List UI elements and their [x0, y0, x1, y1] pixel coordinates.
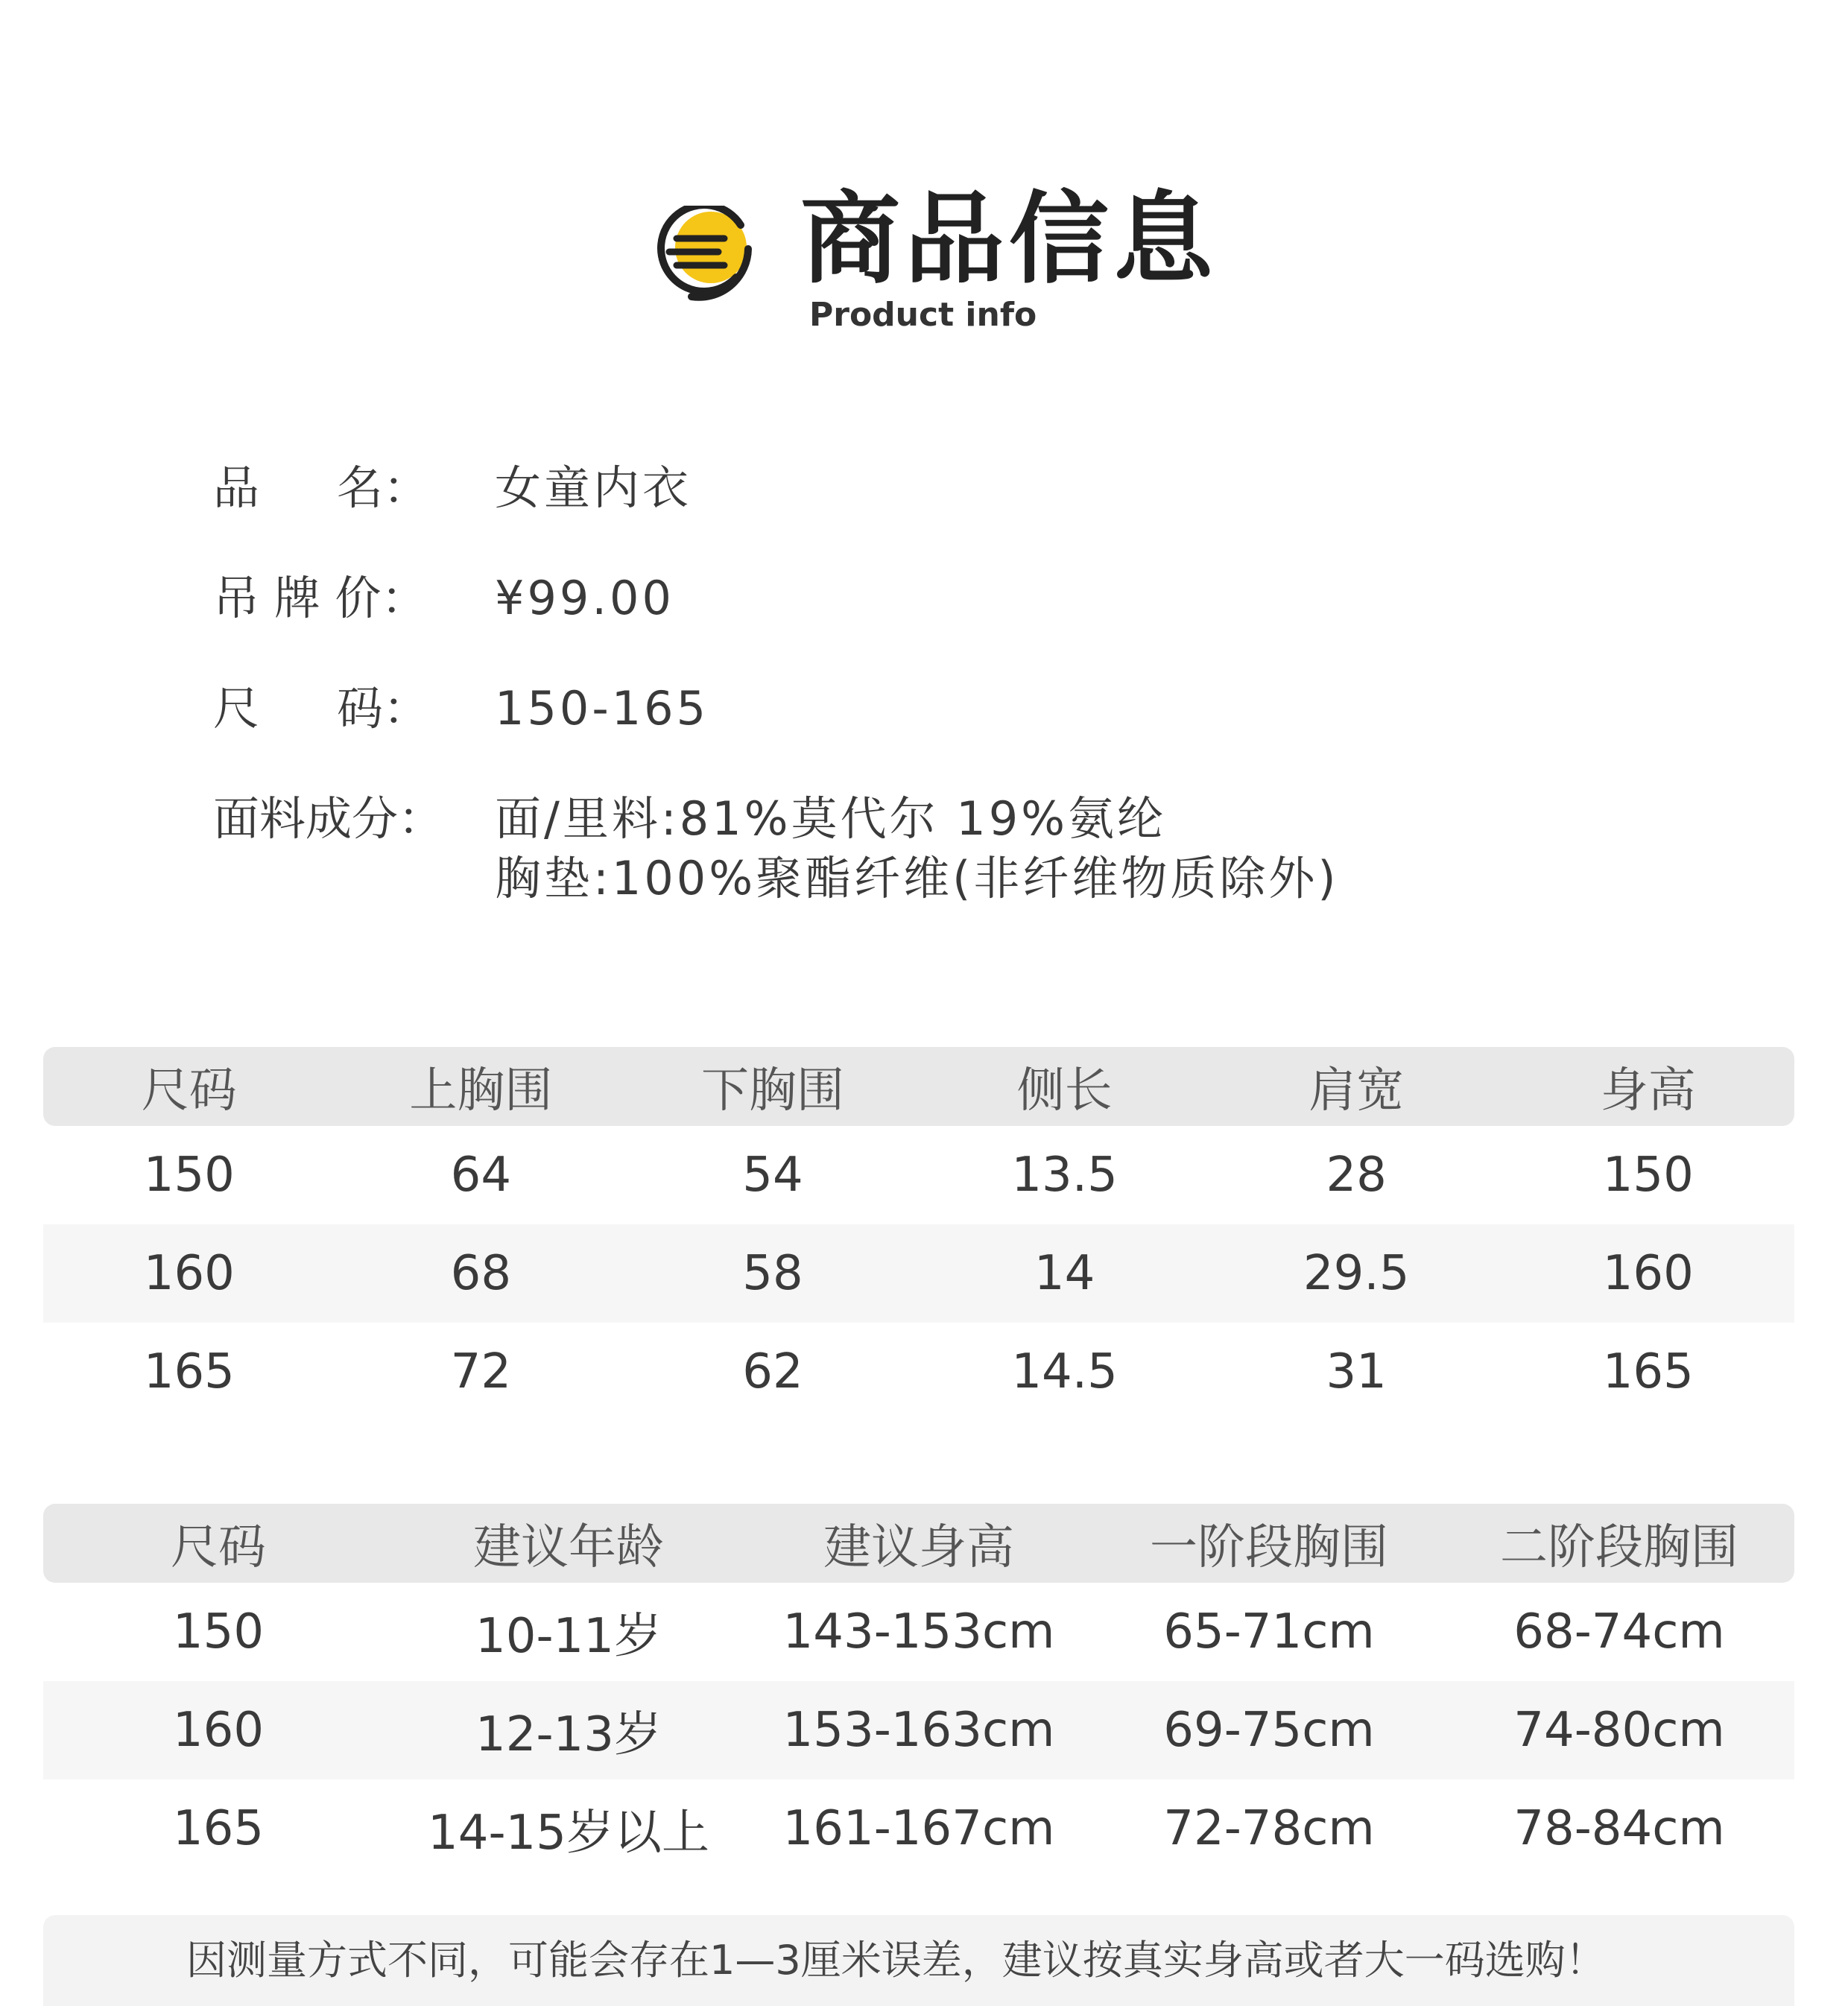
header-cell: 下胸围: [700, 1063, 844, 1119]
info-value-size: 150-165: [495, 681, 709, 735]
header-cell: 身高: [1600, 1063, 1696, 1119]
table-cell: 78-84cm: [1513, 1801, 1725, 1856]
info-label-price: 吊 牌 价：: [213, 571, 428, 625]
table-cell: 150: [1602, 1148, 1694, 1203]
info-row-price: [213, 569, 1480, 628]
section-header: [647, 181, 1218, 347]
table-cell: 28: [1326, 1148, 1387, 1203]
table-cell: 150: [143, 1148, 235, 1203]
list-icon: [647, 206, 766, 303]
header-cell: 尺码: [171, 1520, 266, 1575]
info-label-name-char2: 名：: [336, 461, 429, 515]
page-subtitle: Product info: [809, 296, 1037, 334]
header-cell: 建议年龄: [473, 1520, 664, 1575]
table-cell: 10-11岁: [475, 1609, 662, 1664]
info-label-material: 面料成分：: [213, 791, 445, 846]
table-cell: 64: [450, 1148, 512, 1203]
table-cell: 68: [450, 1246, 512, 1301]
header-cell: 一阶段胸围: [1150, 1520, 1388, 1575]
table-cell: 72-78cm: [1163, 1801, 1375, 1856]
header-cell: 侧长: [1016, 1063, 1113, 1119]
table-cell: 72: [450, 1344, 512, 1399]
info-label-size-char2: 码：: [336, 681, 429, 735]
table-cell: 165: [1602, 1344, 1694, 1399]
table-cell: 62: [742, 1344, 803, 1399]
table-cell: 68-74cm: [1513, 1604, 1725, 1659]
table-cell: 150: [172, 1604, 265, 1659]
table-row: [43, 1126, 1794, 1224]
header-cell: 二阶段胸围: [1500, 1520, 1738, 1575]
material-line-1: 面/里料:81%莫代尔 19%氨纶: [495, 791, 1167, 846]
table-row: [43, 1224, 1794, 1323]
table-header: [43, 1504, 1794, 1583]
product-info-list: [213, 458, 1480, 974]
table-cell: 54: [742, 1148, 803, 1203]
table-cell: 13.5: [1011, 1148, 1118, 1203]
table-cell: 143-153cm: [782, 1604, 1055, 1659]
table-cell: 165: [172, 1801, 265, 1856]
info-value-material: [495, 789, 1339, 908]
material-line-2: 胸垫:100%聚酯纤维(非纤维物质除外): [495, 851, 1339, 905]
table-row: [43, 1779, 1794, 1878]
measurement-note: 因测量方式不同，可能会存在1—3厘米误差，建议按真实身高或者大一码选购！: [43, 1915, 1794, 2006]
table-cell: 165: [143, 1344, 235, 1399]
table-cell: 14.5: [1011, 1344, 1118, 1399]
table-cell: 160: [1602, 1246, 1694, 1301]
info-row-material: [213, 789, 1480, 923]
header-cell: 肩宽: [1309, 1063, 1405, 1119]
table-cell: 14-15岁以上: [428, 1806, 709, 1861]
page-title: 商品信息: [800, 181, 1218, 297]
info-row-size: [213, 679, 1480, 738]
info-label-size-char1: 尺: [213, 681, 260, 735]
table-row: [43, 1583, 1794, 1681]
info-label-size: [213, 679, 429, 738]
table-header: [43, 1047, 1794, 1126]
header-cell: 上胸围: [409, 1063, 553, 1119]
table-cell: 153-163cm: [782, 1703, 1055, 1758]
table-cell: 12-13岁: [475, 1707, 662, 1762]
info-value-name: 女童内衣: [495, 461, 692, 515]
table-cell: 65-71cm: [1163, 1604, 1375, 1659]
table-cell: 31: [1326, 1344, 1387, 1399]
table-cell: 160: [143, 1246, 235, 1301]
table-row: [43, 1681, 1794, 1779]
table-cell: 14: [1034, 1246, 1095, 1301]
table-cell: 161-167cm: [782, 1801, 1055, 1856]
table-cell: 74-80cm: [1513, 1703, 1725, 1758]
size-measurement-table: [43, 1047, 1794, 1421]
table-cell: 160: [172, 1703, 265, 1758]
table-cell: 69-75cm: [1163, 1703, 1375, 1758]
size-recommendation-table: [43, 1504, 1794, 1878]
header-cell: 建议身高: [823, 1520, 1014, 1575]
info-label-name-char1: 品: [213, 461, 260, 515]
header-cell: 尺码: [141, 1063, 237, 1119]
info-value-price: ¥99.00: [495, 571, 674, 625]
table-cell: 29.5: [1303, 1246, 1410, 1301]
table-row: [43, 1323, 1794, 1421]
info-row-name: [213, 458, 1480, 518]
info-label-name: [213, 458, 429, 518]
table-cell: 58: [742, 1246, 803, 1301]
